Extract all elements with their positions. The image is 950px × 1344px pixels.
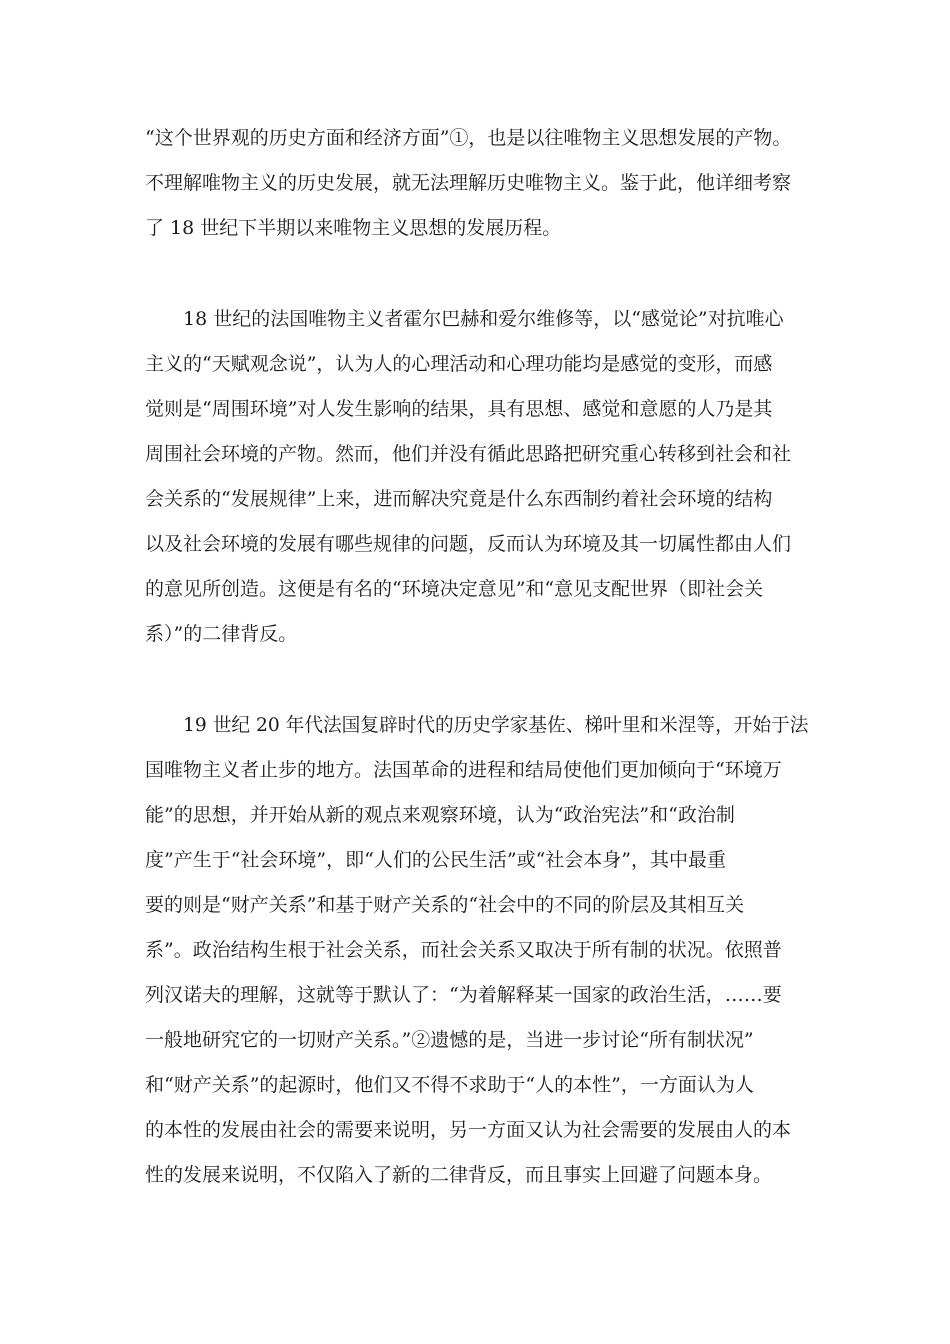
text-line: 系）”的二律背反。	[145, 623, 298, 645]
text-line: 能”的思想，并开始从新的观点来观察环境，认为“政治宪法”和“政治制	[145, 804, 735, 826]
text-line: 国唯物主义者止步的地方。法国革命的进程和结局使他们更加倾向于“环境万	[145, 759, 782, 781]
text-line: 的本性的发展由社会的需要来说明，另一方面又认为社会需要的发展由人的本	[145, 1119, 792, 1141]
text-line: 系”。政治结构生根于社会关系，而社会关系又取决于所有制的状况。依照普	[145, 939, 782, 961]
text-line: 主义的“天赋观念说”，认为人的心理活动和心理功能均是感觉的变形，而感	[145, 353, 773, 375]
text-line: 不理解唯物主义的历史发展，就无法理解历史唯物主义。鉴于此，他详细考察	[145, 172, 792, 194]
text-line: 以及社会环境的发展有哪些规律的问题，反而认为环境及其一切属性都由人们	[145, 533, 792, 555]
text-line: 觉则是“周围环境”对人发生影响的结果，具有思想、感觉和意愿的人乃是其	[145, 398, 773, 420]
text-line: 一般地研究它的一切财产关系。”②遗憾的是，当进一步讨论“所有制状况”	[145, 1029, 754, 1051]
text-line: 周围社会环境的产物。然而，他们并没有循此思路把研究重心转移到社会和社	[145, 443, 792, 465]
text-line: 性的发展来说明，不仅陷入了新的二律背反，而且事实上回避了问题本身。	[145, 1164, 773, 1186]
text-line: 18 世纪的法国唯物主义者霍尔巴赫和爱尔维修等，以“感觉论”对抗唯心	[183, 308, 784, 330]
text-line: “这个世界观的历史方面和经济方面”①，也是以往唯物主义思想发展的产物。	[145, 127, 792, 149]
text-line: 的意见所创造。这便是有名的“环境决定意见”和“意见支配世界（即社会关	[145, 578, 764, 600]
text-line: 要的则是“财产关系”和基于财产关系的“社会中的不同的阶层及其相互关	[145, 894, 745, 916]
text-line: 了 18 世纪下半期以来唯物主义思想的发展历程。	[145, 217, 562, 239]
text-line: 度”产生于“社会环境”，即“人们的公民生活”或“社会本身”，其中最重	[145, 849, 726, 871]
text-line: 会关系的“发展规律”上来，进而解决究竟是什么东西制约着社会环境的结构	[145, 488, 773, 510]
text-line: 和“财产关系”的起源时，他们又不得不求助于“人的本性”，一方面认为人	[145, 1074, 754, 1096]
text-line: 19 世纪 20 年代法国复辟时代的历史学家基佐、梯叶里和米涅等，开始于法	[183, 714, 809, 736]
text-line: 列汉诺夫的理解，这就等于默认了：“为着解释某一国家的政治生活，……要	[145, 984, 782, 1006]
